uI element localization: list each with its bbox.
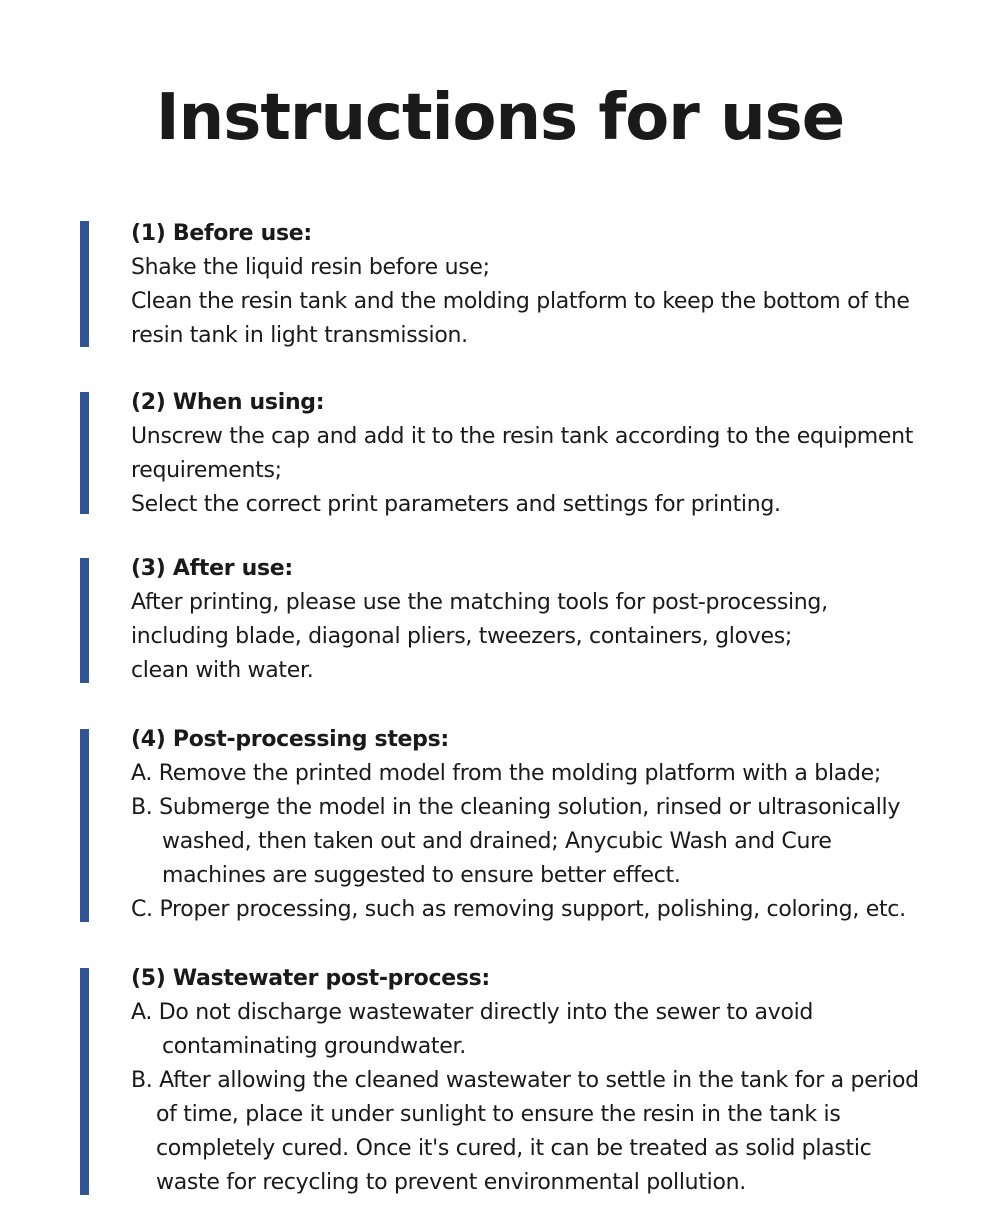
- section-line: Shake the liquid resin before use;: [131, 255, 490, 280]
- section-heading: (1) Before use:: [131, 221, 312, 246]
- section-heading: (2) When using:: [131, 390, 325, 415]
- section-accent-bar: [80, 558, 89, 683]
- section-line: Select the correct print parameters and settings for printing.: [131, 492, 781, 517]
- section-after-use: [80, 558, 980, 683]
- section-line: resin tank in light transmission.: [131, 323, 468, 348]
- section-line: A. Do not discharge wastewater directly into the sewer to avoid: [131, 1000, 814, 1025]
- section-line: washed, then taken out and drained; Anycubic Wash and Cure: [162, 829, 832, 854]
- section-post-processing-steps: [80, 729, 980, 922]
- section-line: including blade, diagonal pliers, tweezers, containers, gloves;: [131, 624, 792, 649]
- section-line: A. Remove the printed model from the molding platform with a blade;: [131, 761, 881, 786]
- section-heading: (5) Wastewater post-process:: [131, 966, 490, 991]
- section-line: requirements;: [131, 458, 282, 483]
- section-accent-bar: [80, 968, 89, 1195]
- section-accent-bar: [80, 392, 89, 514]
- section-line: machines are suggested to ensure better effect.: [162, 863, 681, 888]
- section-heading: (4) Post-processing steps:: [131, 727, 449, 752]
- section-line: completely cured. Once it's cured, it can be treated as solid plastic: [156, 1136, 872, 1161]
- section-line: clean with water.: [131, 658, 314, 683]
- section-before-use: [80, 221, 980, 347]
- section-heading: (3) After use:: [131, 556, 293, 581]
- section-line: Clean the resin tank and the molding platform to keep the bottom of the: [131, 289, 910, 314]
- section-line: Unscrew the cap and add it to the resin tank according to the equipment: [131, 424, 914, 449]
- section-when-using: [80, 390, 980, 517]
- section-line: B. Submerge the model in the cleaning solution, rinsed or ultrasonically: [131, 795, 901, 820]
- section-accent-bar: [80, 221, 89, 347]
- page-title: Instructions for use: [155, 81, 845, 155]
- section-line: B. After allowing the cleaned wastewater to settle in the tank for a period: [131, 1068, 919, 1093]
- section-wastewater-post-process: [80, 968, 980, 1195]
- section-accent-bar: [80, 729, 89, 922]
- section-line: waste for recycling to prevent environmental pollution.: [156, 1170, 746, 1195]
- section-line: of time, place it under sunlight to ensure the resin in the tank is: [156, 1102, 841, 1127]
- section-line: contaminating groundwater.: [162, 1034, 466, 1059]
- section-line: C. Proper processing, such as removing support, polishing, coloring, etc.: [131, 897, 906, 922]
- section-line: After printing, please use the matching tools for post-processing,: [131, 590, 828, 615]
